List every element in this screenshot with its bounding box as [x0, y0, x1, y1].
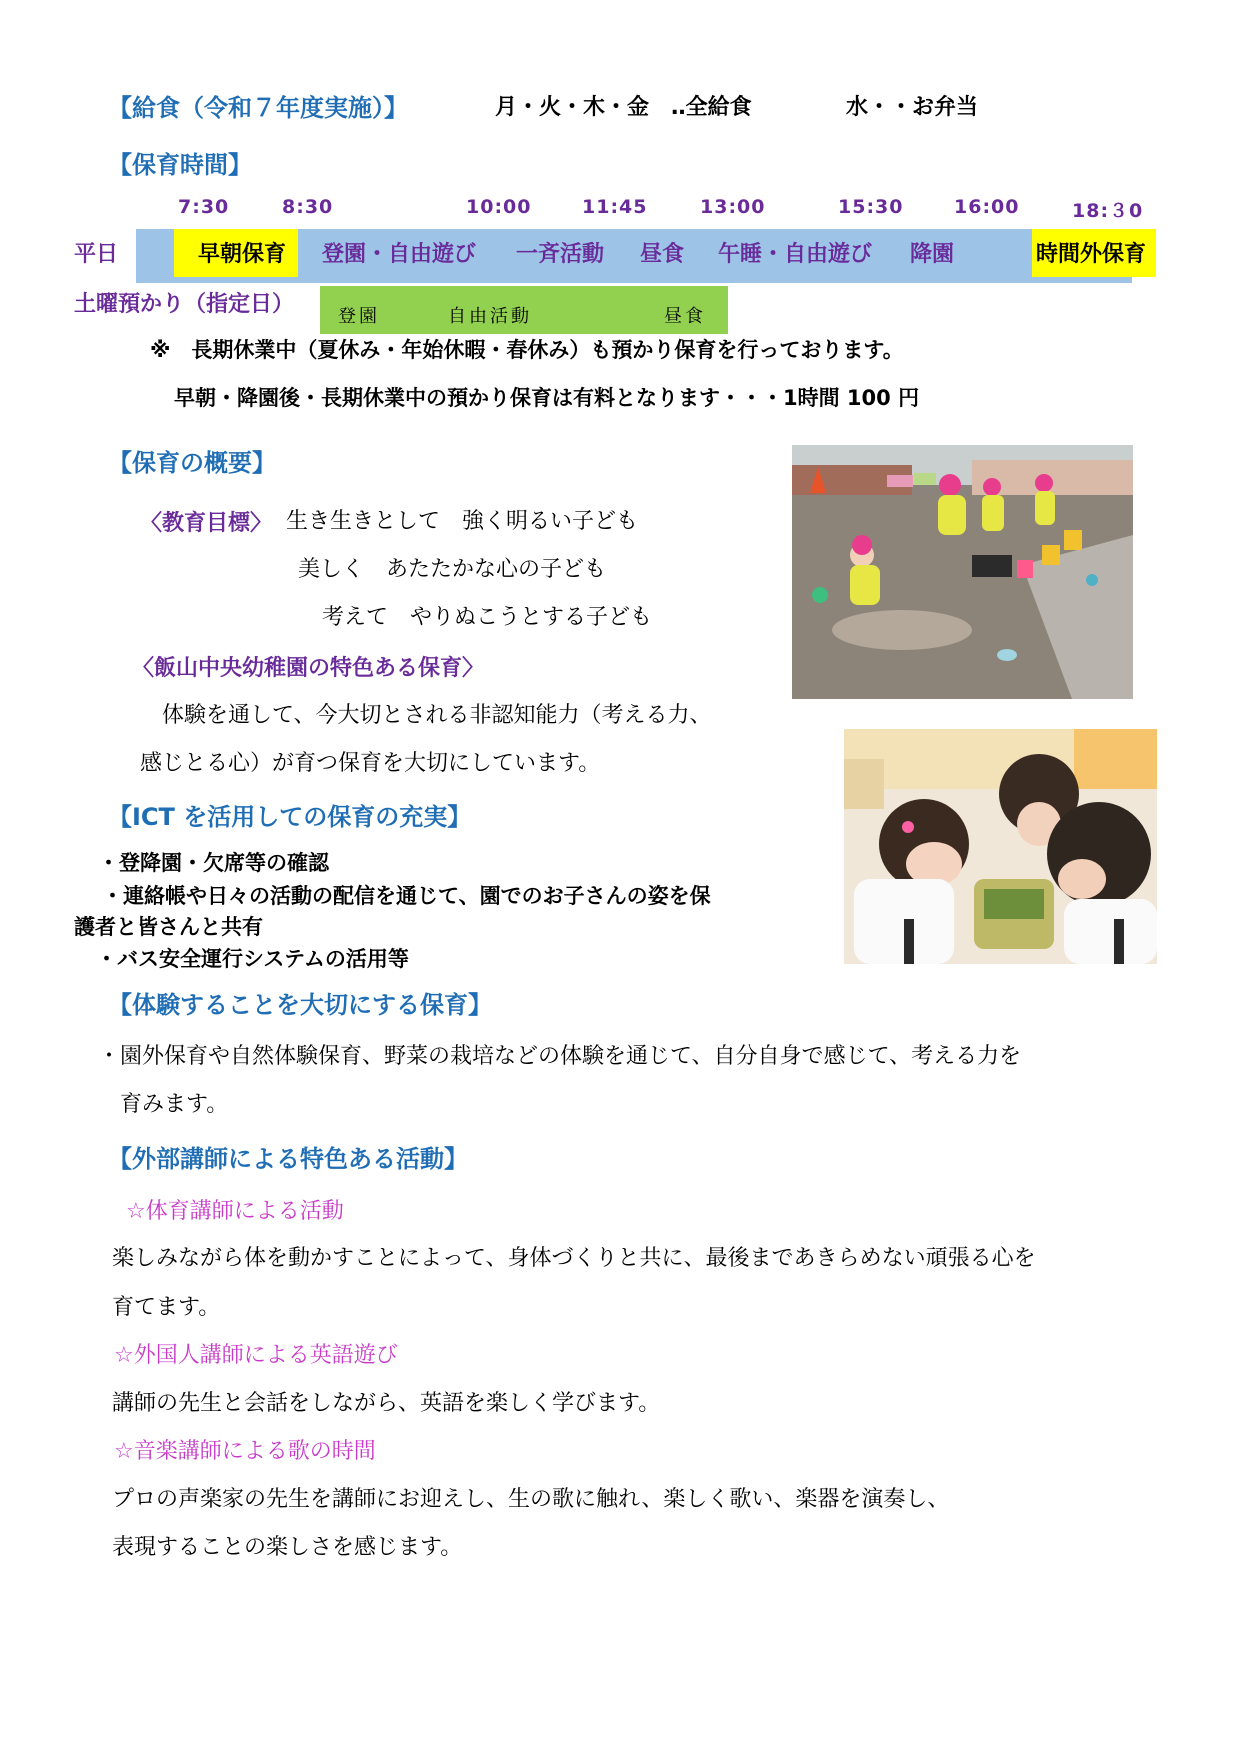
schedule-segment-arrival: 登園・自由遊び — [322, 242, 477, 267]
time-label: 8:30 — [282, 196, 334, 218]
experience-text: ・園外保育や自然体験保育、野菜の栽培などの体験を通じて、自分自身で感じて、考える力を — [98, 1044, 1022, 1069]
time-label: 15:30 — [838, 196, 904, 218]
time-label: 7:30 — [178, 196, 230, 218]
schedule-segment-group: 一斉活動 — [516, 242, 605, 267]
schedule-segment-extended: 時間外保育 — [1036, 242, 1147, 267]
pe-text: 育てます。 — [112, 1295, 221, 1320]
outdoor-play-photo — [792, 445, 1133, 699]
saturday-segment-free: 自由活動 — [448, 306, 532, 327]
education-goal-label: 〈教育目標〉 — [140, 511, 273, 536]
fee-note: 早朝・降園後・長期休業中の預かり保育は有料となります・・・1時間 100 円 — [174, 386, 920, 410]
music-title: ☆音楽講師による歌の時間 — [114, 1439, 376, 1464]
english-text: 講師の先生と会話をしながら、英語を楽しく学びます。 — [112, 1391, 661, 1416]
time-label: 11:45 — [582, 196, 648, 218]
music-text: プロの声楽家の先生を講師にお迎えし、生の歌に触れ、楽しく歌い、楽器を演奏し、 — [112, 1487, 950, 1512]
schedule-segment-nap: 午睡・自由遊び — [718, 242, 873, 267]
hours-heading: 【保育時間】 — [108, 151, 252, 179]
lunch-full-days: 月・火・木・金 ‥全給食 — [495, 95, 752, 120]
lunch-heading: 【給食（令和７年度実施）】 — [108, 94, 408, 122]
schedule-segment-lunch: 昼食 — [640, 242, 685, 267]
ict-heading: 【ICT を活用しての保育の充実】 — [108, 803, 472, 831]
lunch-bento-days: 水・・お弁当 — [846, 95, 979, 120]
children-observing-photo — [844, 729, 1157, 964]
experience-text: 育みます。 — [120, 1092, 229, 1117]
ict-item: ・バス安全運行システムの活用等 — [96, 947, 409, 971]
saturday-segment-arrival: 登園 — [338, 306, 380, 327]
music-text: 表現することの楽しさを感じます。 — [112, 1535, 463, 1560]
time-label: 18:３0 — [1072, 200, 1144, 222]
ict-item: ・登降園・欠席等の確認 — [98, 851, 329, 875]
long-holiday-note: ※ 長期休業中（夏休み・年始休暇・春休み）も預かり保育を行っております。 — [150, 338, 904, 362]
external-heading: 【外部講師による特色ある活動】 — [108, 1145, 468, 1173]
time-label: 13:00 — [700, 196, 766, 218]
overview-heading: 【保育の概要】 — [108, 449, 276, 477]
education-goal: 考えて やりぬこうとする子ども — [322, 605, 653, 630]
ict-item: 護者と皆さんと共有 — [74, 915, 263, 939]
feature-text: 体験を通して、今大切とされる非認知能力（考える力、 — [162, 703, 712, 728]
english-title: ☆外国人講師による英語遊び — [114, 1343, 398, 1368]
education-goal: 生き生きとして 強く明るい子ども — [286, 509, 639, 534]
ict-item: ・連絡帳や日々の活動の配信を通じて、園でのお子さんの姿を保 — [102, 884, 711, 908]
saturday-label: 土曜預かり（指定日） — [74, 292, 295, 317]
time-label: 10:00 — [466, 196, 532, 218]
experience-heading: 【体験することを大切にする保育】 — [108, 991, 492, 1019]
schedule-segment-early: 早朝保育 — [198, 242, 287, 267]
saturday-segment-lunch: 昼食 — [664, 306, 706, 327]
weekday-label: 平日 — [74, 242, 119, 267]
pe-text: 楽しみながら体を動かすことによって、身体づくりと共に、最後まであきらめない頑張る心を — [112, 1246, 1036, 1271]
time-label: 16:00 — [954, 196, 1020, 218]
education-goal: 美しく あたたかな心の子ども — [298, 557, 607, 582]
feature-text: 感じとる心）が育つ保育を大切にしています。 — [140, 751, 601, 776]
pe-title: ☆体育講師による活動 — [126, 1199, 344, 1224]
schedule-segment-departure: 降園 — [910, 242, 955, 267]
feature-label: 〈飯山中央幼稚園の特色ある保育〉 — [132, 656, 485, 681]
